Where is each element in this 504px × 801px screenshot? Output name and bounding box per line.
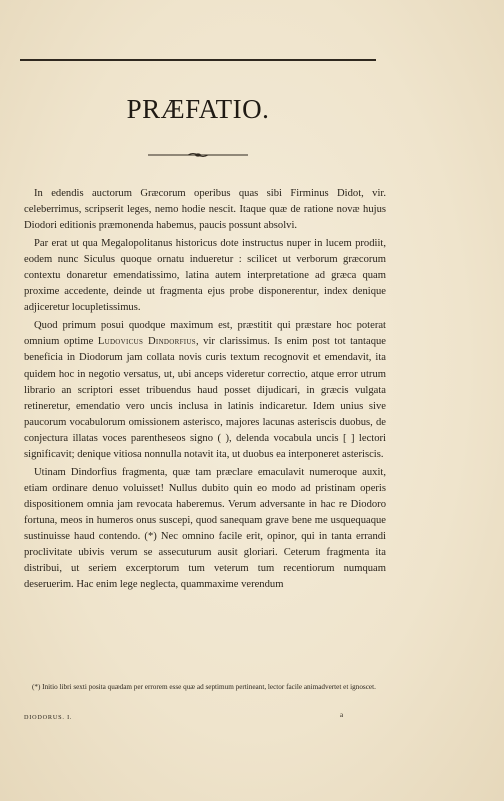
editor-name: Ludovicus Dindorfius — [97, 336, 196, 348]
page-title: PRÆFATIO. — [126, 94, 270, 124]
paragraph-1: In edendis auctorum Græcorum operibus quas sibi Firminus Didot, vir. celeberrimus, scripserit leges, nemo hodie nescit. Itaque quæ de ratione novæ hujus Diodori editionis præmonenda habemus, paucis possunt absolvi. — [24, 188, 386, 232]
signature-mark: DIODORUS. I. — [24, 714, 73, 721]
ornament-divider — [148, 150, 248, 160]
footnote: (*) Initio libri sexti posita quædam per errorem esse quæ ad septimum pertineant, lector facile animadvertet et ignoscet. — [32, 683, 376, 691]
paragraph-2: Par erat ut qua Megalopolitanus historicus dote instructus nuper in lucem prodiit, eodem nunc Siculus quoque ornatu indueretur : scilicet ut verborum græcorum contextu donaretur emendatissimo, latina autem interpretatione ad græca quam proxime accedente, deinde ut fragmenta ejus probe disponerentur, index denique adjiceretur locupletissimus. — [24, 238, 386, 314]
paragraph-4: Utinam Dindorfius fragmenta, quæ tam præclare emaculavit numeroque auxit, etiam ordinare denuo voluisset! Nullus dubito quin eo modo ad pristinam operis dispositionem omnia jam revocata haberemus. Verum adversante in hac re Diodoro fortuna, meos in humeros onus suscepi, quod sanequam grave bene me usquequaque sustinuisse haud contendo. (*) Nec omnino facile erit, opinor, qui in tanta errandi proclivitate ubivis verum se assecuturum ausit gloriari. Ceterum fragmenta ita distribui, ut seriem excerptorum tum veterum tum recentiorum numquam deseruerim. Hac enim lege neglecta, quammaxime verendum — [24, 466, 386, 591]
paragraph-3-end: , vir clarissimus. Is enim post tot tantaque beneficia in Diodorum jam collata novis curis textum recognovit et emendavit, ita quidem hoc in negotio versatus, ut, ubi anceps videretur correctio, atque error utrum librario an scriptori esset tribuendus haud posset dijudicari, in græcis vulgata retineretur, emendatio vero uncis inclusa in latinis indicaretur. Idem unius sive paucorum vocabulorum omissionem asterisco, majores lacunas asteriscis duobus, de conjectura illatas voces parentheseos signo ( ), delenda vocabula uncis [ ] lectori significavit; denique vitiosa nonnulla notavit ita, ut duobus ea interponeret asteriscis. — [24, 336, 386, 460]
paragraph-3-start: Quod primum posui quodque maximum est, præstitit qui præstare hoc poterat omnium optime — [24, 320, 386, 348]
page-mark: a — [340, 711, 344, 719]
top-rule — [20, 59, 376, 61]
preface-body — [24, 186, 386, 595]
paragraph-3 — [24, 318, 386, 462]
